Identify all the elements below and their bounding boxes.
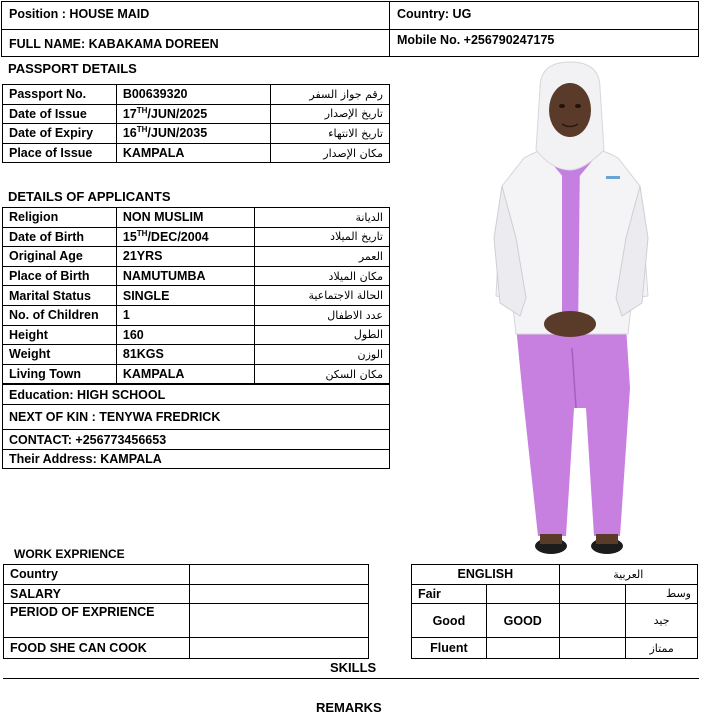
passport-heading: PASSPORT DETAILS <box>8 61 137 76</box>
applicant-value-pre: 160 <box>122 327 144 342</box>
passport-row <box>3 143 390 163</box>
applicant-ar-label: الديانة <box>355 210 383 224</box>
next-of-kin-text: NEXT OF KIN : TENYWA FREDRICK <box>9 410 221 424</box>
good-english: GOOD <box>503 613 542 628</box>
fluent-label: Fluent <box>430 641 468 656</box>
applicant-label: No. of Children <box>9 308 99 323</box>
applicant-value-sup: TH <box>136 228 148 238</box>
address-text: Their Address: KAMPALA <box>9 452 162 466</box>
applicant-row <box>3 364 390 384</box>
applicant-value-pre: 21YRS <box>122 249 163 264</box>
contact-text: CONTACT: +256773456653 <box>9 432 167 447</box>
work-salary-value <box>189 584 368 604</box>
applicant-row <box>3 208 390 228</box>
passport-table <box>2 84 390 163</box>
mobile-cell <box>389 29 699 57</box>
work-period-label: PERIOD OF EXPRIENCE <box>10 605 155 620</box>
applicant-label: Religion <box>9 210 59 225</box>
applicant-value-pre: NON MUSLIM <box>122 210 204 225</box>
skills-divider <box>3 678 699 679</box>
good-ar-label: جيد <box>653 614 670 628</box>
applicant-value-pre: 81KGS <box>122 347 164 362</box>
passport-value-post: /JUN/2025 <box>147 106 208 121</box>
applicant-label: Marital Status <box>9 288 91 303</box>
applicant-ar-label: الطول <box>353 328 383 342</box>
passport-value-post: /JUN/2035 <box>147 126 208 141</box>
passport-ar-label: تاريخ الإصدار <box>324 107 383 121</box>
passport-ar-label: رقم جواز السفر <box>309 87 383 101</box>
remarks-heading: REMARKS <box>316 700 382 715</box>
work-food-label: FOOD SHE CAN COOK <box>10 641 147 656</box>
passport-value-pre: B00639320 <box>122 87 188 102</box>
work-salary-label: SALARY <box>10 586 61 601</box>
full-name-cell <box>1 29 390 57</box>
passport-value-pre: 16 <box>122 126 137 141</box>
passport-label: Date of Expiry <box>9 126 94 141</box>
applicant-ar-label: عدد الاطفال <box>327 308 383 322</box>
fluent-ar-label: ممتاز <box>649 641 674 655</box>
passport-label: Passport No. <box>9 87 87 102</box>
applicant-ar-label: مكان الميلاد <box>328 269 383 283</box>
applicant-value-pre: 1 <box>122 308 130 323</box>
fair-ar-label: وسط <box>666 587 691 601</box>
skills-heading: SKILLS <box>330 660 377 675</box>
passport-value-sup: TH <box>136 105 148 115</box>
english-header: ENGLISH <box>457 567 514 582</box>
passport-row <box>3 104 390 124</box>
passport-row <box>3 124 390 144</box>
applicant-value-pre: 15 <box>122 229 137 244</box>
work-country-label: Country <box>10 567 58 582</box>
applicant-label: Original Age <box>9 249 83 264</box>
full-name-text: FULL NAME: KABAKAMA DOREEN <box>9 37 219 51</box>
applicant-heading: DETAILS OF APPLICANTS <box>8 189 171 204</box>
applicant-ar-label: الوزن <box>357 347 383 361</box>
applicant-table <box>2 207 390 384</box>
work-table <box>3 564 369 659</box>
work-food-value <box>189 638 368 659</box>
applicant-ar-label: الحالة الاجتماعية <box>308 289 383 303</box>
work-country-value <box>189 565 368 585</box>
passport-ar-label: مكان الإصدار <box>323 146 383 160</box>
passport-value-pre: KAMPALA <box>122 146 185 161</box>
work-heading: WORK EXPRIENCE <box>14 547 125 561</box>
work-period-value <box>189 604 368 638</box>
language-table <box>411 564 698 659</box>
applicant-row <box>3 305 390 325</box>
country-cell <box>389 1 699 30</box>
applicant-value-pre: NAMUTUMBA <box>122 269 206 284</box>
applicant-label: Place of Birth <box>9 269 90 284</box>
applicant-ar-label: مكان السكن <box>325 367 383 381</box>
passport-ar-label: تاريخ الانتهاء <box>328 126 383 140</box>
applicant-photo <box>394 58 699 560</box>
applicant-label: Weight <box>9 347 51 362</box>
passport-label: Place of Issue <box>9 146 93 161</box>
applicant-row <box>3 247 390 267</box>
country-text: Country: UG <box>397 7 472 21</box>
passport-label: Date of Issue <box>9 106 87 121</box>
education-text: Education: HIGH SCHOOL <box>9 387 166 402</box>
applicant-ar-label: تاريخ الميلاد <box>330 230 383 244</box>
good-label: Good <box>432 613 466 628</box>
fair-label: Fair <box>418 586 441 601</box>
applicant-row <box>3 286 390 306</box>
applicant-extra-table <box>2 384 390 469</box>
applicant-label: Living Town <box>9 367 81 382</box>
applicant-value-post: /DEC/2004 <box>147 229 209 244</box>
applicant-label: Height <box>9 327 48 342</box>
applicant-label: Date of Birth <box>9 229 84 244</box>
applicant-ar-label: العمر <box>358 249 383 263</box>
applicant-row <box>3 227 390 247</box>
passport-value-pre: 17 <box>122 106 137 121</box>
applicant-row <box>3 345 390 365</box>
passport-row <box>3 85 390 105</box>
mobile-text: Mobile No. +256790247175 <box>397 33 555 47</box>
passport-value-sup: TH <box>136 125 148 135</box>
applicant-value-pre: SINGLE <box>122 288 170 303</box>
position-cell <box>1 1 390 30</box>
applicant-value-pre: KAMPALA <box>122 367 185 382</box>
applicant-row <box>3 325 390 345</box>
arabic-header: العربية <box>613 567 644 581</box>
applicant-row <box>3 266 390 286</box>
position-text: Position : HOUSE MAID <box>9 7 150 21</box>
